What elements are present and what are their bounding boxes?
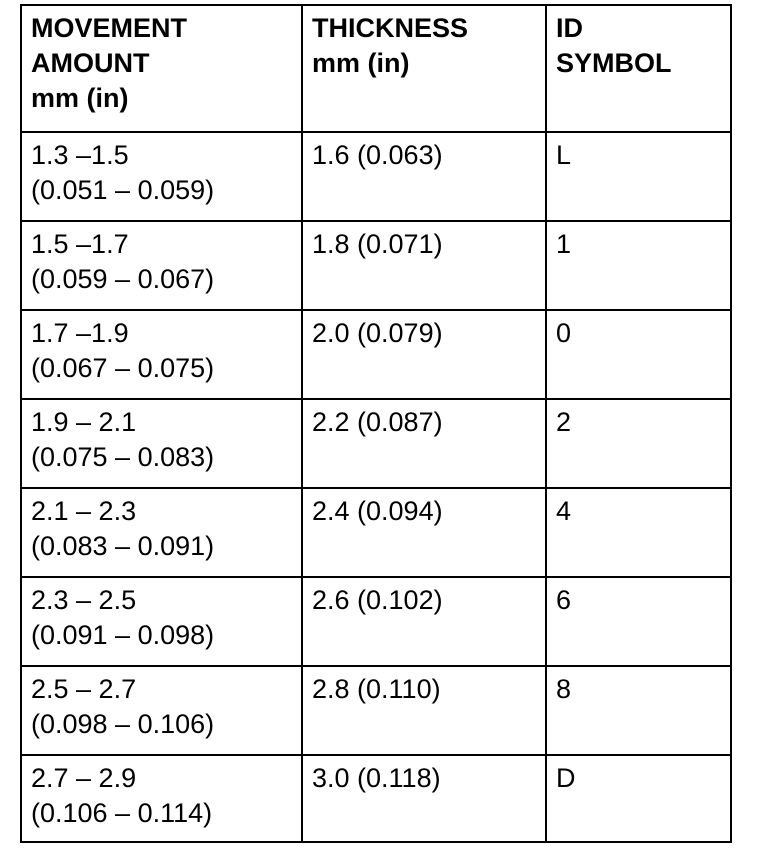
movement-cell — [21, 666, 302, 755]
movement-cell — [21, 132, 302, 221]
header-movement-amount — [21, 5, 302, 132]
id-symbol-cell: 4 — [546, 488, 731, 577]
id-symbol-cell: 1 — [546, 221, 731, 310]
id-symbol-cell: 6 — [546, 577, 731, 666]
header-row — [21, 5, 731, 132]
movement-mm: 2.1 – 2.3 — [31, 496, 137, 526]
movement-cell — [21, 577, 302, 666]
movement-cell — [21, 488, 302, 577]
thickness-cell: 3.0 (0.118) — [302, 755, 546, 842]
thickness-cell: 2.0 (0.079) — [302, 310, 546, 399]
table-row — [21, 755, 731, 842]
header-thickness — [302, 5, 546, 132]
table-row — [21, 666, 731, 755]
header-line: mm (in) — [31, 83, 129, 113]
table-row — [21, 221, 731, 310]
movement-in: (0.098 – 0.106) — [31, 709, 215, 739]
table-row — [21, 488, 731, 577]
movement-cell — [21, 755, 302, 842]
thickness-cell: 1.8 (0.071) — [302, 221, 546, 310]
movement-in: (0.091 – 0.098) — [31, 620, 215, 650]
movement-mm: 2.3 – 2.5 — [31, 585, 137, 615]
movement-in: (0.083 – 0.091) — [31, 531, 215, 561]
shim-selection-table — [20, 4, 732, 843]
header-line: SYMBOL — [556, 48, 672, 78]
header-line: MOVEMENT — [31, 13, 188, 43]
movement-mm: 1.9 – 2.1 — [31, 407, 137, 437]
thickness-cell: 2.4 (0.094) — [302, 488, 546, 577]
table-row — [21, 577, 731, 666]
movement-cell — [21, 310, 302, 399]
id-symbol-cell: 0 — [546, 310, 731, 399]
movement-mm: 1.3 –1.5 — [31, 140, 129, 170]
header-line: ID — [556, 13, 583, 43]
id-symbol-cell: L — [546, 132, 731, 221]
movement-mm: 2.5 – 2.7 — [31, 674, 137, 704]
table-row — [21, 310, 731, 399]
thickness-cell: 2.2 (0.087) — [302, 399, 546, 488]
movement-in: (0.067 – 0.075) — [31, 353, 215, 383]
movement-in: (0.051 – 0.059) — [31, 175, 215, 205]
movement-in: (0.059 – 0.067) — [31, 264, 215, 294]
id-symbol-cell: D — [546, 755, 731, 842]
thickness-cell: 2.6 (0.102) — [302, 577, 546, 666]
thickness-cell: 1.6 (0.063) — [302, 132, 546, 221]
thickness-cell: 2.8 (0.110) — [302, 666, 546, 755]
header-line: AMOUNT — [31, 48, 150, 78]
header-id-symbol — [546, 5, 731, 132]
table-row — [21, 399, 731, 488]
id-symbol-cell: 2 — [546, 399, 731, 488]
movement-in: (0.075 – 0.083) — [31, 442, 215, 472]
movement-cell — [21, 221, 302, 310]
header-line: THICKNESS — [312, 13, 469, 43]
id-symbol-cell: 8 — [546, 666, 731, 755]
movement-mm: 2.7 – 2.9 — [31, 763, 137, 793]
movement-mm: 1.7 –1.9 — [31, 318, 129, 348]
header-line: mm (in) — [312, 48, 410, 78]
movement-cell — [21, 399, 302, 488]
table-row — [21, 132, 731, 221]
movement-in: (0.106 – 0.114) — [31, 798, 213, 828]
movement-mm: 1.5 –1.7 — [31, 229, 129, 259]
